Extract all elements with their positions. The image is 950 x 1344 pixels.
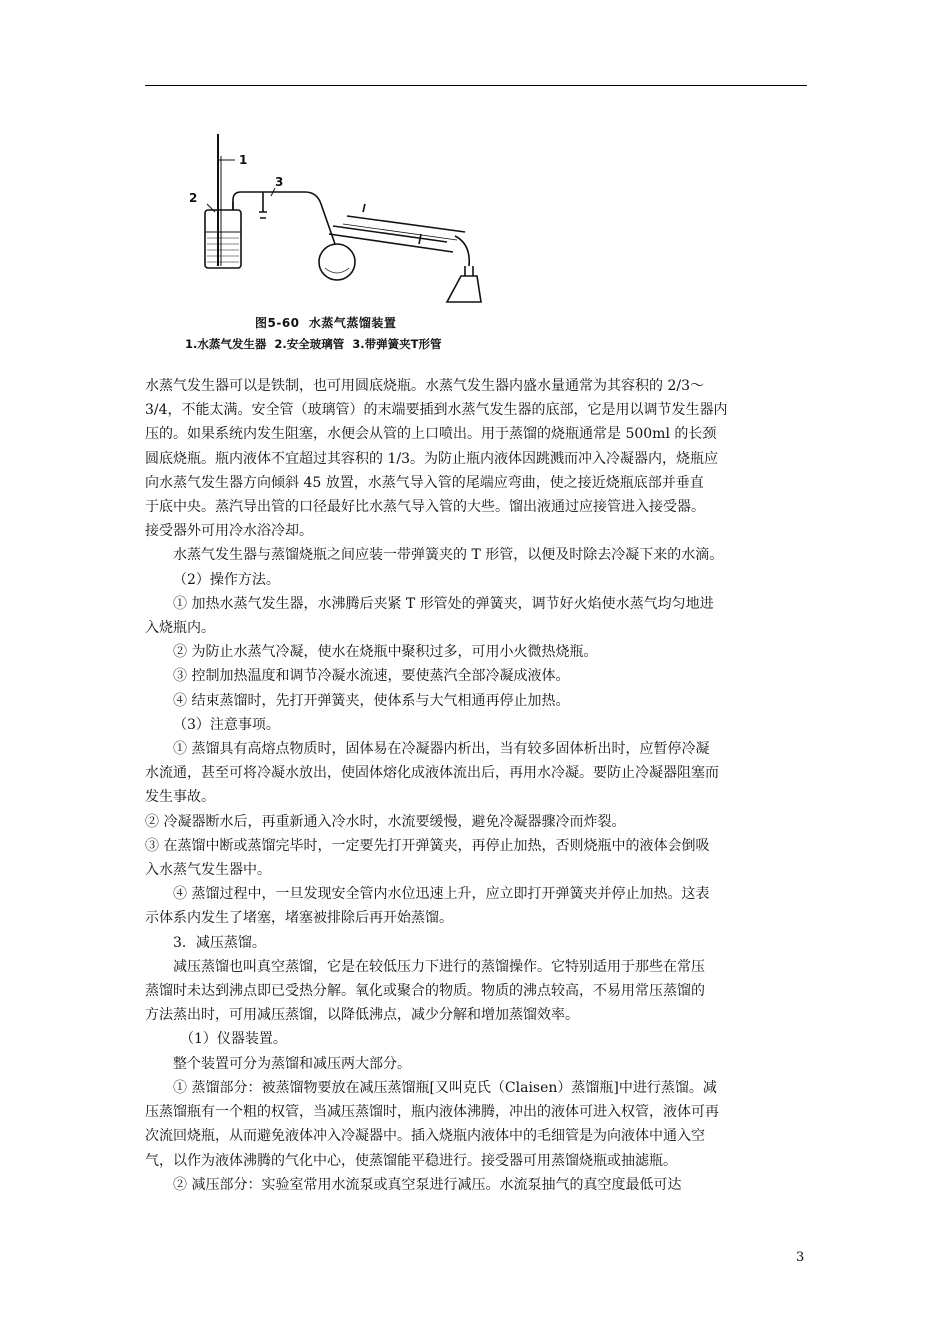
legend-item-2: 2.安全玻璃管 — [274, 337, 345, 351]
text-line: ① 加热水蒸气发生器，水沸腾后夹紧 T 形管处的弹簧夹，调节好火焰使水蒸气均匀地进 — [173, 595, 714, 612]
text-line: 示体系内发生了堵塞，堵塞被排除后再开始蒸馏。 — [145, 910, 453, 927]
text-line: 向水蒸气发生器方向倾斜 45 放置，水蒸气导入管的尾端应弯曲，使之接近烧瓶底部并垂直 — [145, 474, 704, 491]
text-line: 水蒸气发生器可以是铁制，也可用圆底烧瓶。水蒸气发生器内盛水量通常为其容积的 2/3～ — [145, 378, 704, 394]
legend-item-1: 1.水蒸气发生器 — [185, 337, 267, 351]
callout-2: 2 — [189, 191, 198, 205]
page-number: 3 — [796, 1250, 805, 1265]
text-line: 3/4，不能太满。安全管（玻璃管）的末端要插到水蒸气发生器的底部，它是用以调节发生器内 — [145, 402, 728, 419]
text-line: 于底中央。蒸汽导出管的口径最好比水蒸气导入管的大些。馏出液通过应接管进入接受器。 — [145, 499, 705, 516]
text-line: ① 蒸馏具有高熔点物质时，固体易在冷凝器内析出，当有较多固体析出时，应暂停冷凝 — [173, 741, 710, 758]
text-line: 圆底烧瓶。瓶内液体不宜超过其容积的 1/3。为防止瓶内液体因跳溅而冲入冷凝器内，烧瓶应 — [145, 450, 718, 467]
section-heading: （2）操作方法。 — [173, 571, 280, 588]
text-line: 蒸馏时未达到沸点即已受热分解。氧化或聚合的物质。物质的沸点较高，不易用常压蒸馏的 — [145, 983, 705, 1000]
text-line: ② 为防止水蒸气冷凝，使水在烧瓶中聚积过多，可用小火微热烧瓶。 — [173, 644, 598, 661]
text-line: 减压蒸馏也叫真空蒸馏，它是在较低压力下进行的蒸馏操作。它特别适用于那些在常压 — [173, 958, 705, 975]
section-heading: （3）注意事项。 — [173, 716, 280, 733]
text-line: 整个装置可分为蒸馏和减压两大部分。 — [173, 1055, 411, 1072]
callout-1: 1 — [239, 153, 248, 167]
text-line: 发生事故。 — [145, 789, 215, 806]
text-line: ③ 控制加热温度和调节冷凝水流速，要使蒸汽全部冷凝成液体。 — [173, 668, 570, 685]
callout-3: 3 — [275, 175, 284, 189]
section-heading: （1）仪器装置。 — [180, 1031, 287, 1048]
text-line: ④ 结束蒸馏时，先打开弹簧夹，使体系与大气相通再停止加热。 — [173, 692, 570, 709]
header-rule — [145, 85, 807, 86]
figure-number: 图5-60 — [255, 316, 300, 330]
section-heading: 3．减压蒸馏。 — [173, 934, 266, 951]
text-line: ② 减压部分：实验室常用水流泵或真空泵进行减压。水流泵抽气的真空度最低可达 — [173, 1176, 682, 1193]
text-line: 入水蒸气发生器中。 — [145, 862, 271, 879]
apparatus-figure — [185, 126, 485, 354]
text-line: ③ 在蒸馏中断或蒸馏完毕时，一定要先打开弹簧夹，再停止加热，否则烧瓶中的液体会倒吸 — [145, 837, 710, 854]
text-line: 入烧瓶内。 — [145, 620, 215, 637]
figure-title: 水蒸气蒸馏装置 — [308, 316, 397, 330]
steam-distillation-diagram — [185, 126, 485, 312]
text-line: 气，以作为液体沸腾的气化中心，使蒸馏能平稳进行。接受器可用蒸馏烧瓶或抽滤瓶。 — [145, 1152, 677, 1169]
text-line: 次流回烧瓶，从而避免液体冲入冷凝器中。插入烧瓶内液体中的毛细管是为向液体中通入空 — [145, 1128, 705, 1145]
text-line: 方法蒸出时，可用减压蒸馏，以降低沸点，减少分解和增加蒸馏效率。 — [145, 1007, 579, 1024]
figure-legend — [185, 336, 442, 352]
figure-caption — [255, 314, 396, 331]
text-line: ① 蒸馏部分：被蒸馏物要放在减压蒸馏瓶[又叫克氏（Claisen）蒸馏瓶]中进行蒸馏。减 — [173, 1079, 717, 1096]
text-line: 水蒸气发生器与蒸馏烧瓶之间应装一带弹簧夹的 T 形管，以便及时除去冷凝下来的水滴。 — [173, 547, 724, 564]
text-line: ② 冷凝器断水后，再重新通入冷水时，水流要缓慢，避免冷凝器骤冷而炸裂。 — [145, 813, 626, 830]
text-line: 压的。如果系统内发生阻塞，水便会从管的上口喷出。用于蒸馏的烧瓶通常是 500ml 的长颈 — [145, 426, 717, 443]
body-text — [145, 374, 815, 1197]
text-line: ④ 蒸馏过程中，一旦发现安全管内水位迅速上升，应立即打开弹簧夹并停止加热。这表 — [173, 886, 710, 903]
legend-item-3: 3.带弹簧夹T形管 — [352, 337, 442, 351]
text-line: 水流通，甚至可将冷凝水放出，使固体熔化成液体流出后，再用水冷凝。要防止冷凝器阻塞而 — [145, 765, 719, 782]
text-line: 接受器外可用冷水浴冷却。 — [145, 523, 313, 540]
text-line: 压蒸馏瓶有一个粗的权管，当减压蒸馏时，瓶内液体沸腾，冲出的液体可进入权管，液体可再 — [145, 1104, 719, 1121]
